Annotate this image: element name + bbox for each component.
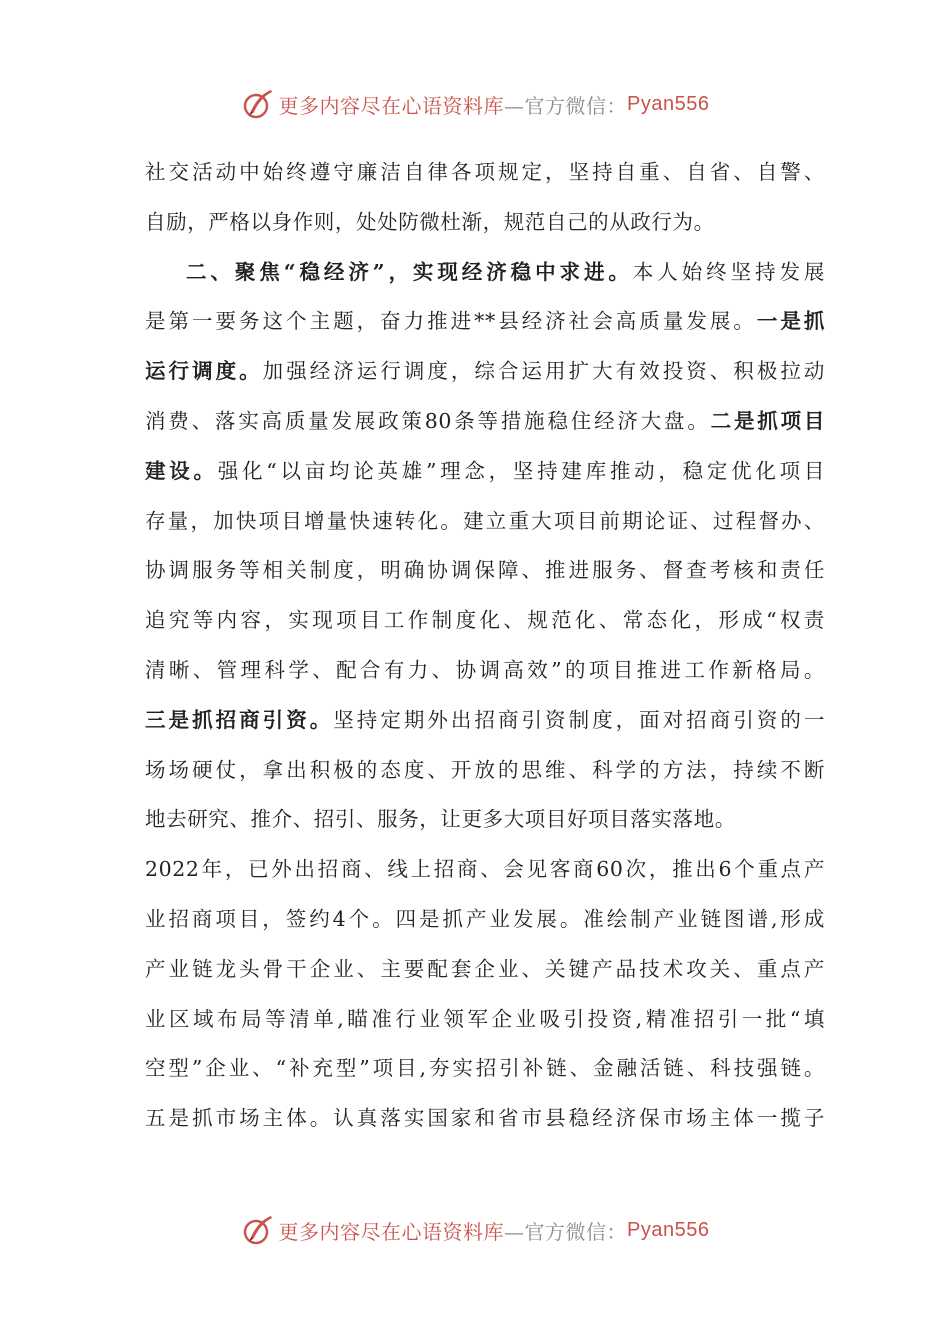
text-line — [145, 397, 825, 447]
text-line: 业区域布局等清单,瞄准行业领军企业吸引投资,精准招引一批“填 — [145, 1006, 825, 1031]
header-banner-site: 更多内容尽在心语资料库 — [278, 93, 505, 118]
header-banner-wechat-id: Pyan556 — [627, 92, 710, 115]
text-span: 本人始终坚持发展 — [632, 259, 825, 284]
text-line: 产业链龙头骨干企业、主要配套企业、关键产品技术攻关、重点产 — [145, 956, 825, 981]
text-span: 强化“以亩均论英雄”理念，坚持建库推动，稳定优化项目 — [217, 458, 825, 483]
footer-banner-wechat-label: —官方微信： — [504, 1219, 628, 1244]
text-line — [145, 447, 825, 497]
header-banner-wechat-label: —官方微信： — [504, 93, 628, 118]
quill-pen-logo-icon — [241, 87, 275, 121]
text-line: 自励，严格以身作则，处处防微杜渐，规范自己的从政行为。 — [145, 209, 715, 234]
bold-keyword: 三是抓招商引资。 — [145, 707, 334, 732]
text-line: 业招商项目，签约4个。四是抓产业发展。准绘制产业链图谱,形成 — [145, 906, 825, 931]
text-line: 社交活动中始终遵守廉洁自律各项规定，坚持自重、自省、自警、 — [145, 160, 825, 184]
quill-pen-logo-icon — [241, 1213, 275, 1247]
footer-banner-site: 更多内容尽在心语资料库 — [278, 1219, 505, 1244]
body-text — [145, 148, 825, 1144]
text-span: 坚持定期外出招商引资制度，面对招商引资的一 — [333, 707, 825, 732]
bold-keyword: 一是抓 — [756, 309, 825, 334]
text-line — [145, 347, 825, 397]
text-line: 清晰、管理科学、配合有力、协调高效”的项目推进工作新格局。 — [145, 657, 825, 682]
text-line-section-heading — [145, 248, 825, 298]
text-span: 加强经济运行调度，综合运用扩大有效投资、积极拉动 — [262, 359, 826, 384]
text-line — [145, 696, 825, 746]
text-line: 地去研究、推介、招引、服务，让更多大项目好项目落实落地。 — [145, 807, 736, 832]
text-line: 空型”企业、“补充型”项目,夯实招引补链、金融活链、科技强链。 — [145, 1056, 825, 1081]
footer-banner — [0, 1208, 950, 1252]
header-banner — [0, 82, 950, 126]
bold-keyword: 二是抓项目 — [710, 408, 825, 433]
text-line: 协调服务等相关制度，明确协调保障、推进服务、督查考核和责任 — [145, 558, 825, 583]
text-span: 是第一要务这个主题，奋力推进**县经济社会高质量发展。 — [145, 309, 757, 334]
text-line — [145, 297, 825, 347]
text-line: 追究等内容，实现项目工作制度化、规范化、常态化，形成“权责 — [145, 608, 825, 633]
text-line: 2022年，已外出招商、线上招商、会见客商60次，推出6个重点产 — [145, 857, 825, 882]
section-heading: 二、聚焦“稳经济”，实现经济稳中求进。 — [186, 259, 633, 284]
text-line: 五是抓市场主体。认真落实国家和省市县稳经济保市场主体一揽子 — [145, 1106, 825, 1131]
text-line: 存量，加快项目增量快速转化。建立重大项目前期论证、过程督办、 — [145, 508, 825, 533]
text-span: 消费、落实高质量发展政策80条等措施稳住经济大盘。 — [145, 408, 711, 433]
footer-banner-wechat-id: Pyan556 — [627, 1218, 710, 1241]
bold-keyword: 运行调度。 — [145, 359, 263, 384]
bold-keyword: 建设。 — [145, 458, 218, 483]
text-line: 场场硬仗，拿出积极的态度、开放的思维、科学的方法，持续不断 — [145, 757, 825, 782]
